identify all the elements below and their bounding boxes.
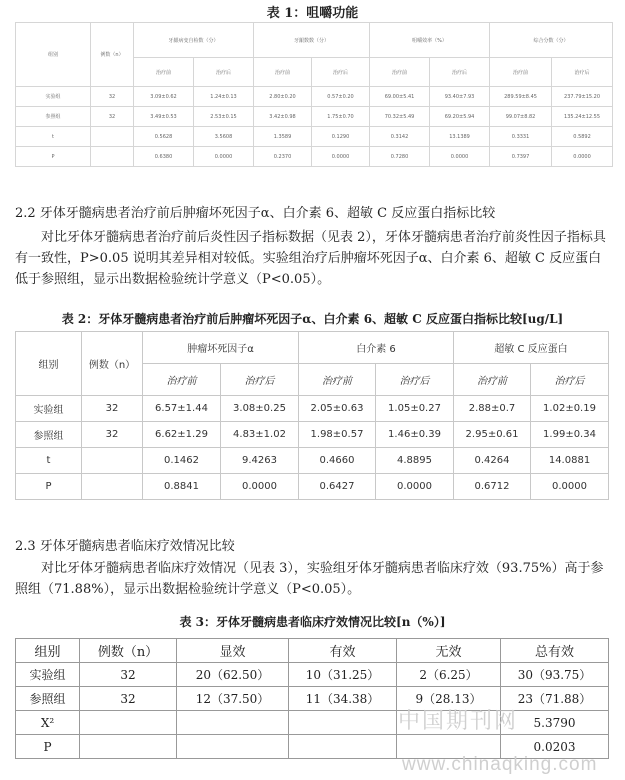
t2-cell: 6.62±1.29 bbox=[143, 422, 221, 448]
t1-cell: 289.59±8.45 bbox=[490, 87, 552, 107]
t2-cell: 14.0881 bbox=[531, 448, 609, 474]
t3-cell: 2（6.25） bbox=[397, 663, 501, 687]
t2-header-crp: 超敏 C 反应蛋白 bbox=[454, 332, 609, 364]
t1-cell: 2.53±0.15 bbox=[194, 107, 254, 127]
t2-cell: 0.6427 bbox=[299, 474, 376, 500]
table-row bbox=[16, 127, 613, 147]
t3-header: 例数（n） bbox=[80, 639, 177, 663]
table-row bbox=[16, 448, 609, 474]
t1-header-group: 组别 bbox=[16, 23, 91, 87]
t2-header-after: 治疗后 bbox=[531, 364, 609, 396]
t1-cell: 70.32±5.49 bbox=[370, 107, 430, 127]
t1-cell: 3.49±0.53 bbox=[134, 107, 194, 127]
t3-cell: 32 bbox=[80, 687, 177, 711]
t3-cell: 12（37.50） bbox=[177, 687, 289, 711]
t3-cell: P bbox=[16, 735, 80, 759]
t2-cell: 4.8895 bbox=[376, 448, 454, 474]
t2-cell: 1.98±0.57 bbox=[299, 422, 376, 448]
t1-cell: 32 bbox=[91, 107, 134, 127]
t1-header-col4: 综合分数（分） bbox=[490, 23, 613, 58]
t3-cell bbox=[289, 735, 397, 759]
t3-cell: 实验组 bbox=[16, 663, 80, 687]
t1-header-col2: 牙龈数数（分） bbox=[254, 23, 370, 58]
t3-cell bbox=[177, 711, 289, 735]
t1-cell: 3.5608 bbox=[194, 127, 254, 147]
t1-header-before: 治疗前 bbox=[490, 58, 552, 87]
t1-cell: 0.6380 bbox=[134, 147, 194, 167]
t1-header-after: 治疗后 bbox=[552, 58, 613, 87]
t3-cell: 23（71.88） bbox=[501, 687, 609, 711]
t1-cell: 1.24±0.13 bbox=[194, 87, 254, 107]
t1-header-after: 治疗后 bbox=[430, 58, 490, 87]
table-row bbox=[16, 87, 613, 107]
t2-cell: 1.99±0.34 bbox=[531, 422, 609, 448]
t1-header-col3: 咀嚼效率（%） bbox=[370, 23, 490, 58]
t1-cell: 0.0000 bbox=[430, 147, 490, 167]
watermark-url: www.chinaqking.com bbox=[402, 754, 598, 775]
t1-cell: 0.7397 bbox=[490, 147, 552, 167]
t3-cell bbox=[177, 735, 289, 759]
t3-cell: X² bbox=[16, 711, 80, 735]
t1-cell: 0.57±0.20 bbox=[312, 87, 370, 107]
t2-header-after: 治疗后 bbox=[221, 364, 299, 396]
t2-cell: 2.05±0.63 bbox=[299, 396, 376, 422]
t1-cell: 32 bbox=[91, 87, 134, 107]
t1-cell: 69.20±5.94 bbox=[430, 107, 490, 127]
t2-cell bbox=[82, 448, 143, 474]
t1-cell: t bbox=[16, 127, 91, 147]
t3-cell: 10（31.25） bbox=[289, 663, 397, 687]
t1-cell: 参照组 bbox=[16, 107, 91, 127]
t1-cell: 0.5628 bbox=[134, 127, 194, 147]
t3-cell: 30（93.75） bbox=[501, 663, 609, 687]
t1-cell: 0.2370 bbox=[254, 147, 312, 167]
t2-cell: 0.0000 bbox=[531, 474, 609, 500]
t1-cell: 0.3142 bbox=[370, 127, 430, 147]
t1-header-before: 治疗前 bbox=[254, 58, 312, 87]
table-row bbox=[16, 396, 609, 422]
t2-header-tnf: 肿瘤坏死因子α bbox=[143, 332, 299, 364]
table2 bbox=[15, 331, 609, 500]
table-row bbox=[16, 422, 609, 448]
t2-header-after: 治疗后 bbox=[376, 364, 454, 396]
t1-cell: 135.24±12.55 bbox=[552, 107, 613, 127]
t3-header: 总有效 bbox=[501, 639, 609, 663]
t2-header-before: 治疗前 bbox=[454, 364, 531, 396]
t3-header: 有效 bbox=[289, 639, 397, 663]
t2-cell: 2.95±0.61 bbox=[454, 422, 531, 448]
t1-cell bbox=[91, 147, 134, 167]
t2-cell: 0.1462 bbox=[143, 448, 221, 474]
t3-header: 无效 bbox=[397, 639, 501, 663]
t2-cell: 9.4263 bbox=[221, 448, 299, 474]
table-row bbox=[16, 711, 609, 735]
t2-cell: 0.0000 bbox=[376, 474, 454, 500]
section-heading: 2.3 牙体牙髓病患者临床疗效情况比较 bbox=[15, 539, 235, 554]
table-row bbox=[16, 107, 613, 127]
t2-cell: t bbox=[16, 448, 82, 474]
t2-cell: 4.83±1.02 bbox=[221, 422, 299, 448]
t1-cell: 0.1290 bbox=[312, 127, 370, 147]
t2-cell: 3.08±0.25 bbox=[221, 396, 299, 422]
t1-cell: 0.0000 bbox=[312, 147, 370, 167]
t3-cell bbox=[80, 711, 177, 735]
t2-cell bbox=[82, 474, 143, 500]
section-paragraph: 对比牙体牙髓病患者临床疗效情况（见表 3），实验组牙体牙髓病患者临床疗效（93.75%）高于参照组（71.88%），显示出数据检验统计学意义（P<0.05）。 bbox=[15, 561, 604, 597]
t1-cell: 0.5892 bbox=[552, 127, 613, 147]
t2-cell: 6.57±1.44 bbox=[143, 396, 221, 422]
t1-cell: 0.0000 bbox=[552, 147, 613, 167]
table1-caption: 表 1：咀嚼功能 bbox=[266, 6, 359, 21]
t2-cell: 0.0000 bbox=[221, 474, 299, 500]
t3-cell: 20（62.50） bbox=[177, 663, 289, 687]
t2-header-group: 组别 bbox=[16, 332, 82, 396]
t1-cell: 0.7280 bbox=[370, 147, 430, 167]
t1-header-count: 例数（n） bbox=[91, 23, 134, 87]
t2-header-before: 治疗前 bbox=[143, 364, 221, 396]
table-row bbox=[16, 687, 609, 711]
t2-cell: 0.4264 bbox=[454, 448, 531, 474]
t1-cell: 3.09±0.62 bbox=[134, 87, 194, 107]
t1-cell: 1.3589 bbox=[254, 127, 312, 147]
t1-cell: 2.80±0.20 bbox=[254, 87, 312, 107]
t3-header: 显效 bbox=[177, 639, 289, 663]
t2-header-before: 治疗前 bbox=[299, 364, 376, 396]
t2-cell: 1.46±0.39 bbox=[376, 422, 454, 448]
t2-cell: 0.6712 bbox=[454, 474, 531, 500]
t3-cell: 32 bbox=[80, 663, 177, 687]
t2-cell: 参照组 bbox=[16, 422, 82, 448]
t3-cell: 5.3790 bbox=[501, 711, 609, 735]
table-row bbox=[16, 663, 609, 687]
t1-header-before: 治疗前 bbox=[134, 58, 194, 87]
t1-cell bbox=[91, 127, 134, 147]
t2-cell: 0.4660 bbox=[299, 448, 376, 474]
table1 bbox=[15, 22, 613, 167]
t3-cell bbox=[289, 711, 397, 735]
t1-header-col1: 牙龈病变自检数（分） bbox=[134, 23, 254, 58]
t2-cell: 1.02±0.19 bbox=[531, 396, 609, 422]
table-row bbox=[16, 147, 613, 167]
t3-cell: 9（28.13） bbox=[397, 687, 501, 711]
t2-cell: 1.05±0.27 bbox=[376, 396, 454, 422]
t2-cell: 32 bbox=[82, 396, 143, 422]
t2-cell: 实验组 bbox=[16, 396, 82, 422]
t1-header-before: 治疗前 bbox=[370, 58, 430, 87]
t1-cell: 99.07±8.82 bbox=[490, 107, 552, 127]
section-heading: 2.2 牙体牙髓病患者治疗前后肿瘤坏死因子α、白介素 6、超敏 C 反应蛋白指标比较 bbox=[15, 206, 496, 221]
t1-header-after: 治疗后 bbox=[194, 58, 254, 87]
t1-cell: 实验组 bbox=[16, 87, 91, 107]
t3-cell: 0.0203 bbox=[501, 735, 609, 759]
table3 bbox=[15, 638, 609, 759]
table3-caption: 表 3：牙体牙髓病患者临床疗效情况比较[n（%）] bbox=[179, 615, 446, 629]
t1-cell: 1.75±0.70 bbox=[312, 107, 370, 127]
t1-cell: 0.3331 bbox=[490, 127, 552, 147]
section-paragraph: 对比牙体牙髓病患者治疗前后炎性因子指标数据（见表 2），牙体牙髓病患者治疗前炎性因子指标具有一致性，P>0.05 说明其差异相对较低。实验组治疗后肿瘤坏死因子α、白介素 6、超敏 C 反应蛋白低于参照组，显示出数据检验统计学意义（P<0.05）。 bbox=[15, 230, 606, 287]
t3-header: 组别 bbox=[16, 639, 80, 663]
t3-cell: 参照组 bbox=[16, 687, 80, 711]
t1-cell: 69.00±5.41 bbox=[370, 87, 430, 107]
t2-cell: P bbox=[16, 474, 82, 500]
t3-cell bbox=[80, 735, 177, 759]
t2-header-il6: 白介素 6 bbox=[299, 332, 454, 364]
watermark-name: 中国期刊网 bbox=[398, 709, 519, 734]
t1-cell: 13.1389 bbox=[430, 127, 490, 147]
t2-cell: 32 bbox=[82, 422, 143, 448]
t1-cell: P bbox=[16, 147, 91, 167]
t1-cell: 237.79±15.20 bbox=[552, 87, 613, 107]
t2-cell: 0.8841 bbox=[143, 474, 221, 500]
t2-cell: 2.88±0.7 bbox=[454, 396, 531, 422]
t1-header-after: 治疗后 bbox=[312, 58, 370, 87]
t1-cell: 0.0000 bbox=[194, 147, 254, 167]
t3-cell: 11（34.38） bbox=[289, 687, 397, 711]
t2-header-count: 例数（n） bbox=[82, 332, 143, 396]
table-row bbox=[16, 474, 609, 500]
t1-cell: 3.42±0.98 bbox=[254, 107, 312, 127]
table2-caption: 表 2：牙体牙髓病患者治疗前后肿瘤坏死因子α、白介素 6、超敏 C 反应蛋白指标比较[ug/L] bbox=[61, 312, 564, 326]
t1-cell: 93.40±7.93 bbox=[430, 87, 490, 107]
